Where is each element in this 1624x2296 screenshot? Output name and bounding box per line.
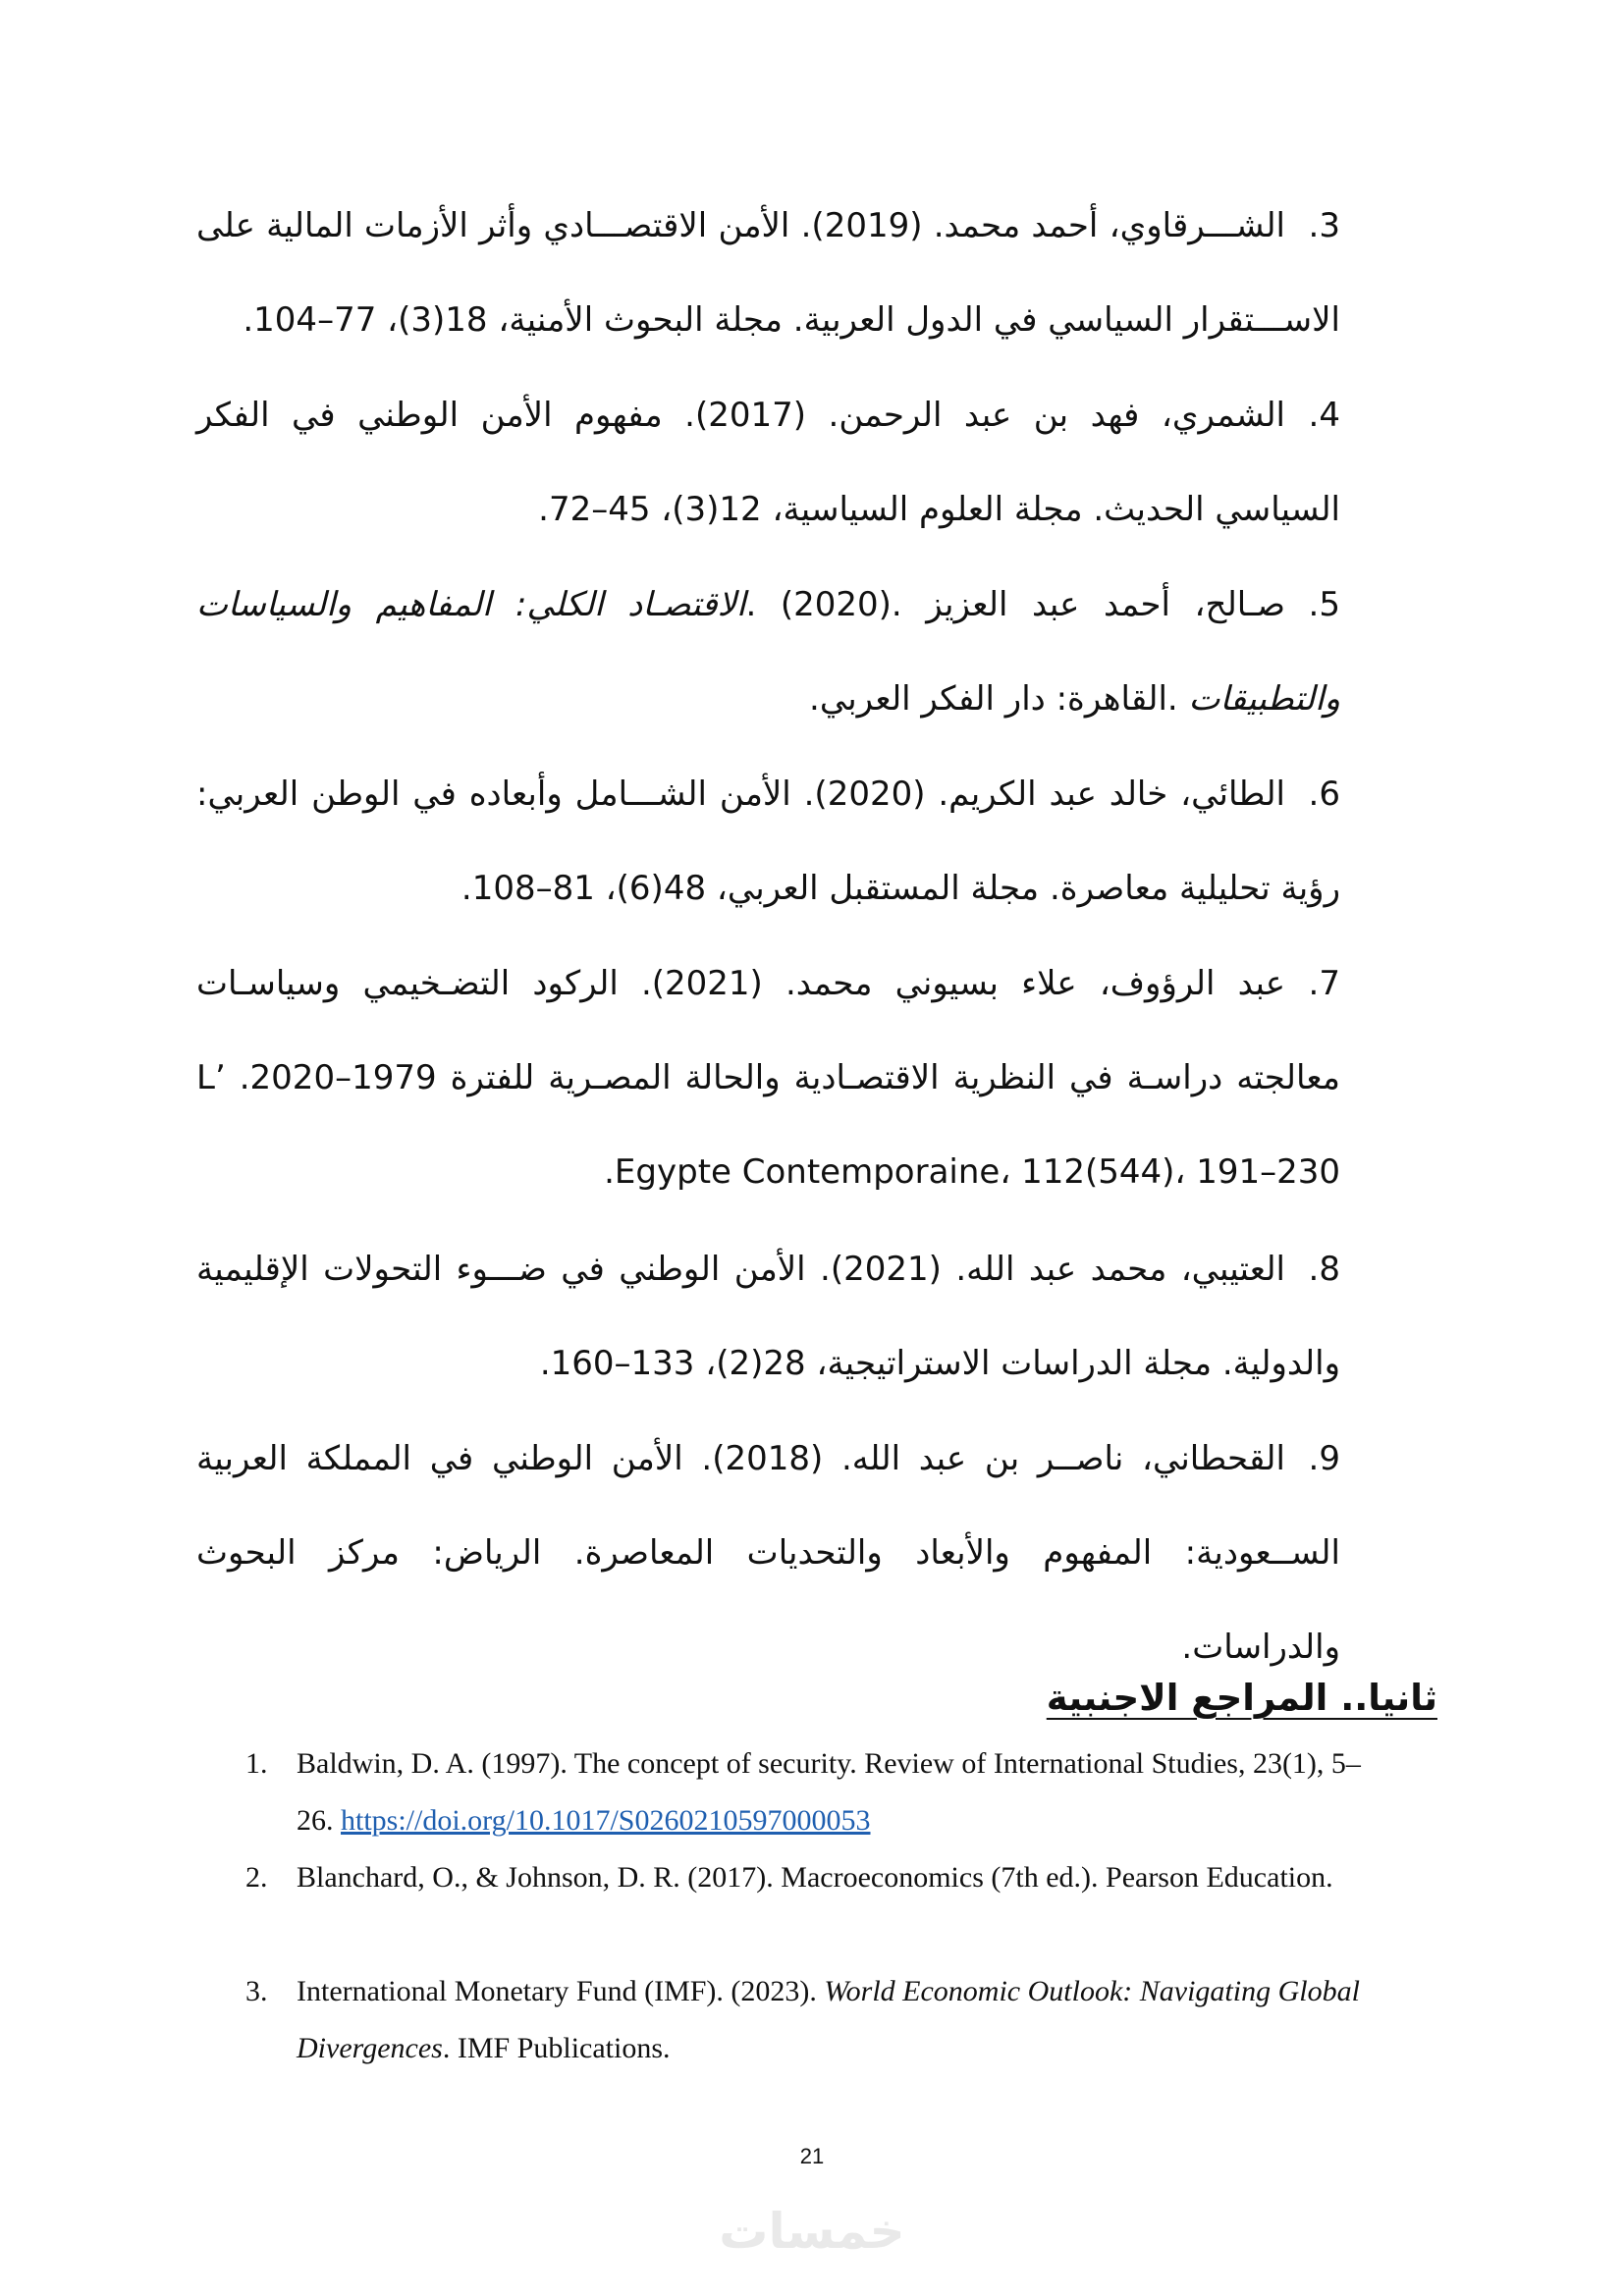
watermark-logo: خمسات: [719, 2203, 905, 2260]
arabic-reference-6: [196, 747, 1340, 935]
reference-number: 1.: [245, 1747, 268, 1780]
reference-text: عبد الرؤوف، علاء بسيوني محمد. (2021). الركود التضـخيمي وسياسـات معالجته دراسـة في النظرية الاقتصـادية والحالة المصـرية للفترة 1979–2020. L’ Egypte Contemporaine، 112(544)، 191–230.: [196, 964, 1340, 1192]
arabic-reference-7: [196, 936, 1340, 1219]
reference-book-title: World Economic Outlook: Navigating Global Divergences: [297, 1975, 1360, 2064]
reference-number: 9.: [1308, 1439, 1340, 1478]
reference-number: 3.: [1308, 206, 1340, 245]
reference-text-publisher: . IMF Publications.: [442, 2032, 671, 2064]
page-number: 21: [799, 2144, 825, 2168]
foreign-references-heading: ثانيا.. المراجع الاجنبية: [1046, 1677, 1437, 1719]
arabic-reference-3: [196, 179, 1340, 367]
foreign-reference-2: [245, 1849, 1389, 1906]
reference-text-author: صـالح، أحمد عبد العزيز .(2020) .: [745, 585, 1285, 624]
reference-number: 4.: [1308, 396, 1340, 435]
arabic-reference-5: [196, 558, 1340, 746]
arabic-reference-4: [196, 368, 1340, 557]
reference-text: Blanchard, O., & Johnson, D. R. (2017). Macroeconomics (7th ed.). Pearson Education.: [297, 1861, 1333, 1894]
reference-number: 8.: [1308, 1250, 1340, 1289]
reference-text: الطائي، خالد عبد الكريم. (2020). الأمن الشـــامل وأبعاده في الوطن العربي: رؤية تحليلية معاصرة. مجلة المستقبل العربي، 48(6)، 81–108.: [196, 774, 1340, 908]
reference-number: 3.: [245, 1975, 268, 2007]
reference-text: القحطاني، ناصــر بن عبد الله. (2018). الأمن الوطني في المملكة العربية الســعودية: المفهوم والأبعاد والتحديات المعاصرة. الرياض: مركز البحوث والدراسات.: [196, 1439, 1340, 1667]
foreign-reference-1: [245, 1735, 1389, 1849]
reference-number: 6.: [1308, 774, 1340, 814]
reference-number: 5.: [1308, 585, 1340, 624]
reference-text: العتيبي، محمد عبد الله. (2021). الأمن الوطني في ضـــوء التحولات الإقليمية والدولية. مجلة الدراسات الاستراتيجية، 28(2)، 133–160.: [196, 1250, 1340, 1383]
reference-text: الشـــرقاوي، أحمد محمد. (2019). الأمن الاقتصـــادي وأثر الأزمات المالية على الاســـتقرار السياسي في الدول العربية. مجلة البحوث الأمنية، 18(3)، 77–104.: [196, 206, 1340, 340]
reference-book-title: الاقتصـاد الكلي: المفاهيم والسياسات والتطبيقات: [196, 585, 1340, 719]
foreign-reference-3: [245, 1963, 1389, 2077]
reference-text: الشمري، فهد بن عبد الرحمن. (2017). مفهوم الأمن الوطني في الفكر السياسي الحديث. مجلة العلوم السياسية، 12(3)، 45–72.: [196, 396, 1340, 529]
reference-number: 2.: [245, 1861, 268, 1894]
reference-text: Baldwin, D. A. (1997). The concept of security. Review of International Studies, 23(1), 5–26.: [297, 1747, 1361, 1837]
reference-text-publisher: .القاهرة: دار الفكر العربي.: [809, 679, 1189, 719]
reference-text-author: International Monetary Fund (IMF). (2023).: [297, 1975, 825, 2007]
reference-number: 7.: [1308, 964, 1340, 1003]
doi-link[interactable]: https://doi.org/10.1017/S0260210597000053: [341, 1804, 871, 1837]
arabic-reference-8: [196, 1222, 1340, 1411]
arabic-reference-9: [196, 1412, 1340, 1694]
